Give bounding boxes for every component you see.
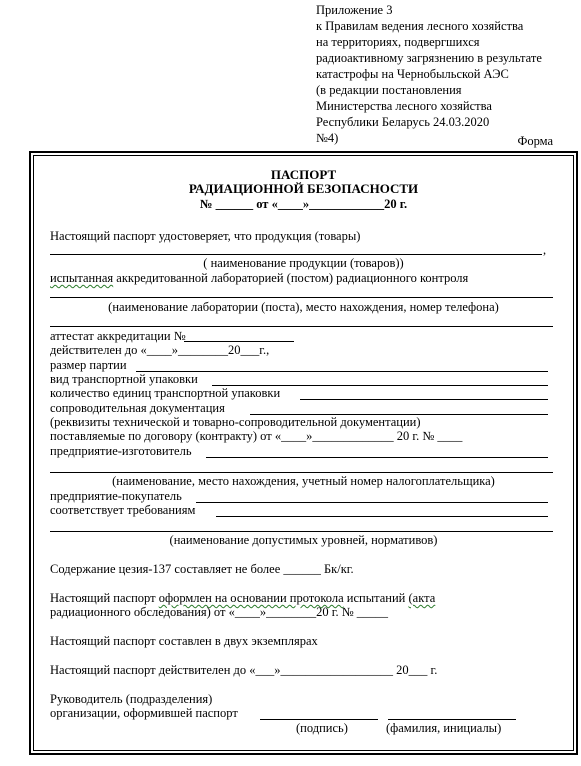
appendix-line: к Правилам ведения лесного хозяйства: [316, 19, 524, 33]
appendix-line: Республики Беларусь 24.03.2020: [316, 115, 490, 129]
certify-text: Настоящий паспорт удостоверяет, что продукция (товары): [50, 229, 361, 243]
appendix-line: радиоактивному загрязнению в результате: [316, 51, 542, 65]
copies-text: Настоящий паспорт составлен в двух экземплярах: [50, 634, 318, 648]
appendix-line: на территориях, подвергшихся: [316, 35, 480, 49]
passport-number-line: № ______ от «____»____________20 г.: [199, 197, 408, 211]
head-label: Руководитель (подразделения): [50, 692, 213, 706]
certify-comma: ,: [543, 243, 547, 257]
appendix-line: Министерства лесного хозяйства: [316, 99, 492, 113]
based-mid: испытаний: [346, 591, 406, 605]
signature-caption: (подпись): [296, 721, 348, 735]
appendix-line: Приложение 3: [316, 3, 393, 17]
buyer-label: предприятие-покупатель: [50, 489, 182, 503]
documents-caption: (реквизиты технической и товарно-сопроводительной документации): [50, 415, 421, 429]
name-caption: (фамилия, инициалы): [386, 721, 502, 735]
valid-until-label: действителен до «____»________20___г.,: [50, 343, 270, 357]
appendix-line: (в редакции постановления: [316, 83, 462, 97]
based-wavy: оформлен на основании протокола: [158, 591, 344, 605]
tested-line: [50, 271, 468, 285]
documents-label: сопроводительная документация: [50, 401, 225, 415]
head-org-label: организации, оформившей паспорт: [50, 706, 238, 720]
contract-line: поставляемые по договору (контракту) от «____»_____________ 20 г. № ____: [50, 429, 463, 443]
signature-field[interactable]: [260, 719, 378, 720]
package-count-label: количество единиц транспортной упаковки: [50, 386, 281, 400]
appendix-line: №4): [316, 131, 339, 145]
based-line-2: радиационного обследования) от «____»________20 г. № _____: [50, 605, 389, 619]
accreditation-label: аттестат аккредитации №: [50, 329, 186, 343]
fill-line[interactable]: [50, 531, 553, 532]
package-count-field[interactable]: [300, 399, 548, 400]
lab-caption: (наименование лаборатории (поста), место нахождения, номер телефона): [108, 300, 499, 314]
manufacturer-field[interactable]: [206, 457, 548, 458]
fill-line[interactable]: [50, 472, 553, 473]
based-end: (акта: [408, 591, 436, 605]
complies-field[interactable]: [216, 516, 548, 517]
valid-passport-text: Настоящий паспорт действителен до «___»__________________ 20___ г.: [50, 663, 438, 677]
complies-label: соответствует требованиям: [50, 503, 196, 517]
accreditation-field[interactable]: [184, 341, 294, 342]
passport-title: ПАСПОРТ: [270, 167, 337, 182]
based-prefix: Настоящий паспорт: [50, 591, 156, 605]
product-caption: ( наименование продукции (товаров)): [203, 256, 404, 270]
manufacturer-caption: (наименование, место нахождения, учетный номер налогоплательщика): [112, 474, 495, 488]
cesium-text: Содержание цезия-137 составляет не более ______ Бк/кг.: [50, 562, 354, 576]
form-label: Форма: [517, 134, 553, 148]
fill-line[interactable]: [50, 297, 553, 298]
levels-caption: (наименование допустимых уровней, нормативов): [169, 533, 438, 547]
buyer-field[interactable]: [196, 502, 548, 503]
passport-subtitle: РАДИАЦИОННОЙ БЕЗОПАСНОСТИ: [188, 181, 419, 196]
fill-line[interactable]: [50, 254, 542, 255]
package-type-label: вид транспортной упаковки: [50, 372, 198, 386]
fill-line[interactable]: [50, 326, 553, 327]
name-field[interactable]: [388, 719, 516, 720]
tested-rest: аккредитованной лабораторией (постом) радиационного контроля: [116, 271, 469, 285]
based-line: [50, 591, 435, 605]
manufacturer-label: предприятие-изготовитель: [50, 444, 192, 458]
appendix-note: [316, 2, 578, 146]
appendix-line: катастрофы на Чернобыльской АЭС: [316, 67, 509, 81]
tested-prefix: испытанная: [50, 271, 114, 285]
batch-size-label: размер партии: [50, 358, 127, 372]
